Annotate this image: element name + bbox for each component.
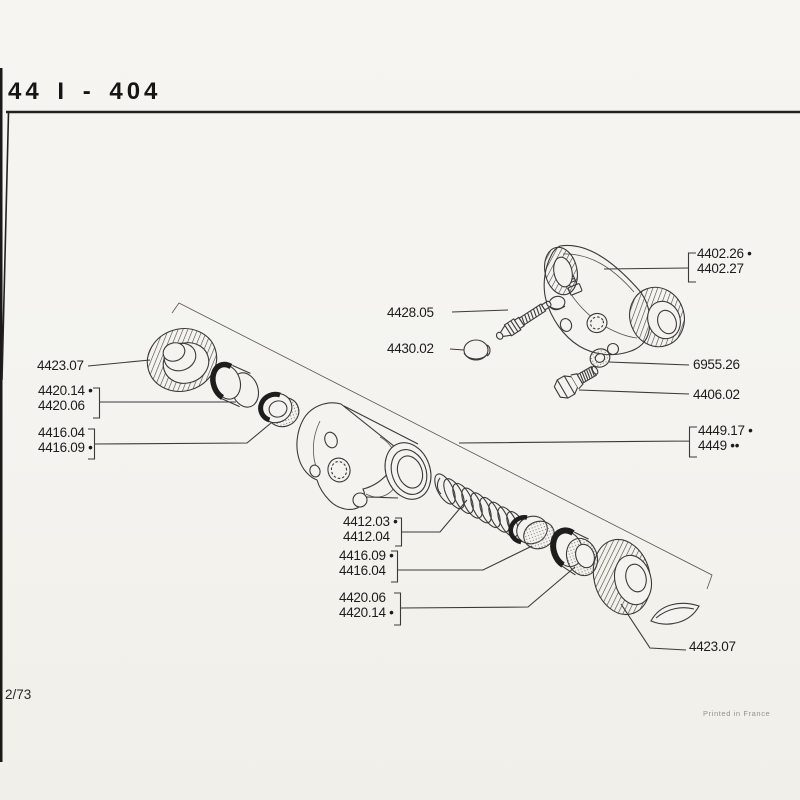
part-number: 4402.26 •: [697, 246, 752, 261]
part-number: 4428.05: [387, 305, 434, 320]
part-number: 4423.07: [689, 639, 736, 654]
callout-6955: [693, 357, 740, 372]
callout-4423-left: [37, 358, 84, 373]
part-dust-boot-right: [586, 533, 659, 620]
callout-4416-left: [38, 425, 93, 455]
part-number: 4449 ••: [698, 438, 740, 453]
callout-4402: [697, 246, 752, 276]
part-number: 4420.14 •: [38, 383, 93, 398]
part-number: 4420.14 •: [339, 605, 394, 620]
part-cup-seal-left: [256, 389, 302, 430]
part-bleeder-screw: [494, 298, 554, 343]
part-number: 4412.03 •: [343, 514, 398, 529]
part-inspection-cap: [464, 340, 490, 360]
part-number: 4420.06: [38, 398, 85, 413]
callout-4428: [387, 305, 434, 320]
part-mounting-bolt: [552, 360, 602, 401]
part-number: 4416.04: [38, 425, 85, 440]
callout-4430: [387, 341, 434, 356]
callout-4412: [343, 514, 398, 544]
callout-4420-bottom: [339, 590, 394, 620]
callout-4423-bottom: [689, 639, 736, 654]
part-number: 4416.09 •: [339, 548, 394, 563]
part-cylinder-body: [297, 403, 439, 510]
part-number: 4449.17 •: [698, 423, 753, 438]
callout-4420-left: [38, 383, 93, 413]
scan-edge: [0, 68, 3, 762]
part-piston-left: [209, 361, 263, 410]
part-number: 4420.06: [339, 590, 386, 605]
page-frame: [2, 112, 800, 380]
edition-date: 2/73: [5, 687, 32, 702]
callout-4416-bottom: [339, 548, 394, 578]
part-number: 4430.02: [387, 341, 434, 356]
callout-4406: [693, 387, 740, 402]
page-title: 44 I - 404: [8, 78, 162, 105]
printed-note: Printed in France: [703, 709, 771, 718]
part-number: 4416.04: [339, 563, 386, 578]
part-spring: [431, 471, 532, 545]
part-number: 4416.09 •: [38, 440, 93, 455]
callout-4449: [698, 423, 753, 453]
part-number: 4402.27: [697, 261, 744, 276]
part-number: 4406.02: [693, 387, 740, 402]
part-number: 6955.26: [693, 357, 740, 372]
part-wheel-cylinder-assembled: [540, 244, 692, 354]
part-boot-flap: [651, 603, 699, 624]
part-number: 4423.07: [37, 358, 84, 373]
part-number: 4412.04: [343, 529, 390, 544]
